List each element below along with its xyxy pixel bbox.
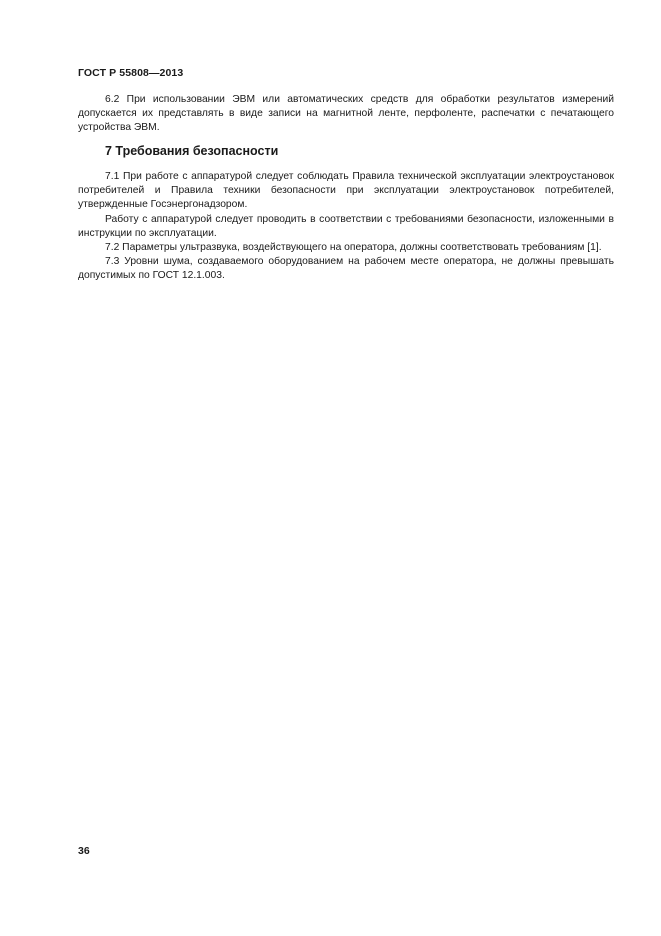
document-code-header: ГОСТ Р 55808—2013 <box>78 67 184 79</box>
section-7-block <box>78 170 614 284</box>
paragraph-7-2: 7.2 Параметры ультразвука, воздействующего на оператора, должны соответствовать требованиям [1]. <box>105 242 602 254</box>
paragraph-7-3: 7.3 Уровни шума, создаваемого оборудованием на рабочем месте оператора, не должны превышать допустимых по ГОСТ 12.1.003. <box>78 256 614 282</box>
paragraph-7-1: 7.1 При работе с аппаратурой следует соблюдать Правила технической эксплуатации электроустановок потребителей и Правила техники безопасности при эксплуатации электроустановок потребителей, утвержденные Госэнергонадзором. <box>78 171 614 211</box>
section-6-block <box>78 93 614 136</box>
section-7-heading: 7 Требования безопасности <box>105 144 279 158</box>
page-number: 36 <box>78 845 90 857</box>
paragraph-7-1-continuation: Работу с аппаратурой следует проводить в соответствии с требованиями безопасности, изложенными в инструкции по эксплуатации. <box>78 213 614 239</box>
paragraph-6-2: 6.2 При использовании ЭВМ или автоматических средств для обработки результатов измерений допускается их представлять в виде записи на магнитной ленте, перфоленте, распечатки с печатающего устройства ЭВМ. <box>78 94 614 134</box>
